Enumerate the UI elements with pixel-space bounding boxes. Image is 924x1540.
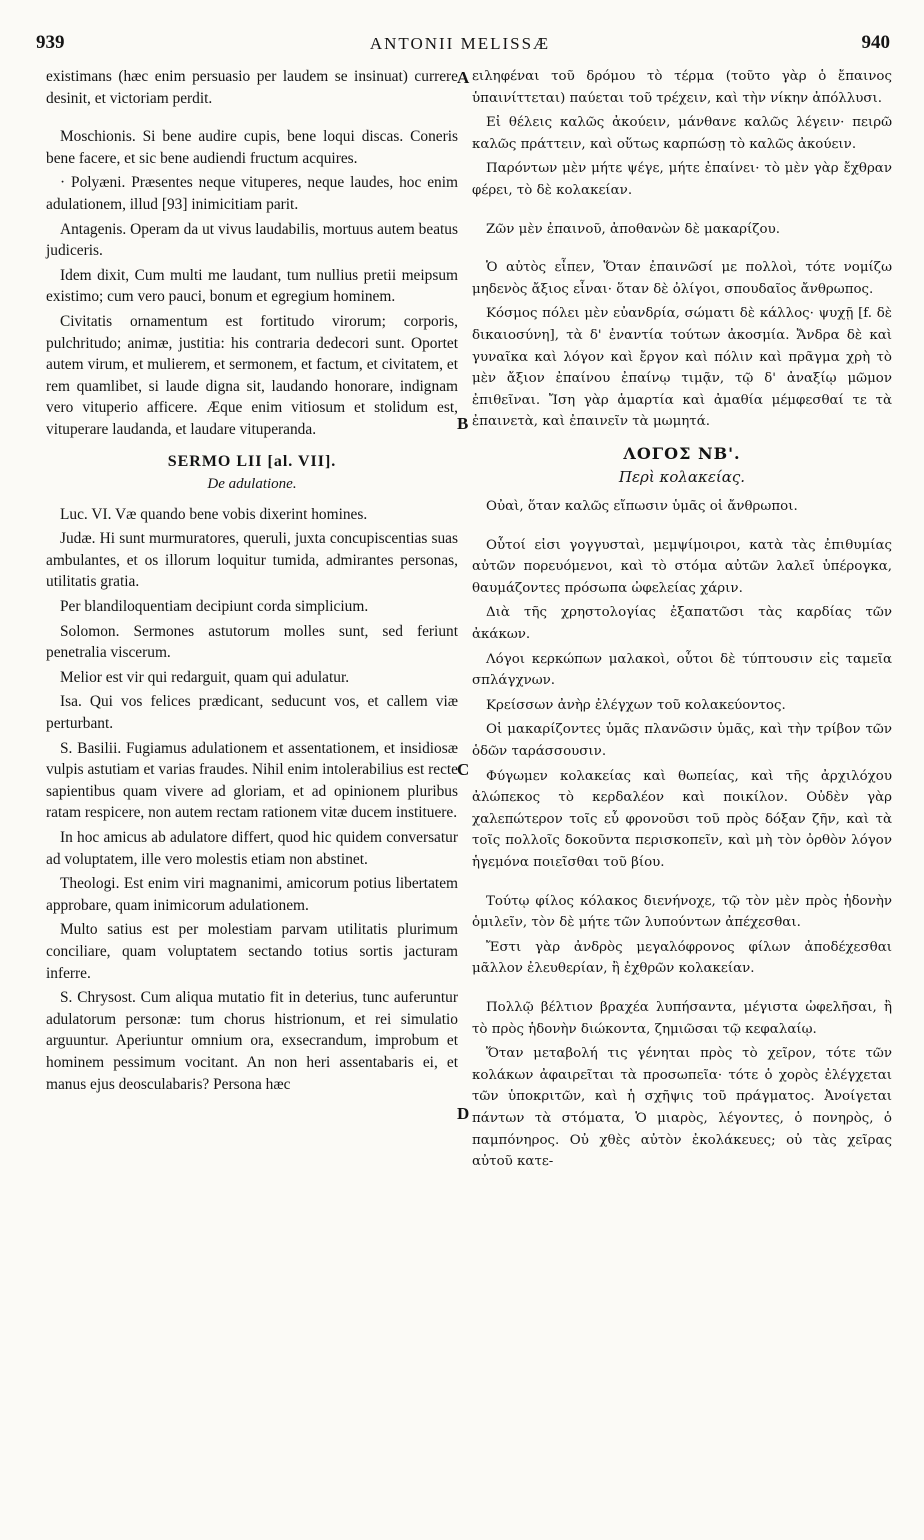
greek-paragraph: Ὅταν μεταβολή τις γένηται πρὸς τὸ χεῖρον, τότε τῶν κολάκων ἀφαιρεῖται τὰ προσωπεῖα· τότε ὁ χορὸς ἐλέγχεται τῶν ὑποκριτῶν, καὶ ἡ σχῆψις τοῦ πράγματος. Ἀνοίγεται πάντων τὰ στόματα, Ὁ μιαρὸς, λέγοντες, ὁ πονηρὸς, ὁ παμπόνηρος. Οὐ χθὲς αὐτὸν ἐκολάκευες; οὐ τὰς χεῖρας αὐτοῦ κατε- xyxy=(472,1046,892,1170)
latin-paragraph: Antagenis. Operam da ut vivus laudabilis, mortuus autem beatus judiceris. xyxy=(46,220,458,260)
right-page-number: 940 xyxy=(861,32,890,53)
greek-sermo-title: ΛΟΓΟΣ ΝΒ'. xyxy=(623,443,741,463)
latin-paragraph: Civitatis ornamentum est fortitudo virorum; corporis, pulchritudo; animæ, justitia: his contraria dedecori sunt. Oportet autem virum, et mulierem, et sermonem, et factum, et civitatem, et rem quamlibet, si laude digna sit, laudando honorare, indignam vero vituperio afficere. Æque enim vitiosum et stolidum est, vituperare laudanda, et laudare vituperanda. xyxy=(46,312,458,438)
latin-paragraph: Theologi. Est enim viri magnanimi, amicorum potius libertatem approbare, quam inimicorum adulationem. xyxy=(46,875,458,914)
latin-paragraph: Idem dixit, Cum multi me laudant, tum nullius pretii meipsum existimo; cum vero pauci, bonum et egregium hominem. xyxy=(46,266,458,306)
latin-paragraph: Per blandiloquentiam decipiunt corda simplicium. xyxy=(60,598,369,616)
latin-paragraph: Luc. VI. Væ quando bene vobis dixerint homines. xyxy=(60,505,368,523)
latin-paragraph: Moschionis. Si bene audire cupis, bene loqui discas. Coneris bene facere, et sic bene audiendi fructum acquires. xyxy=(46,128,458,167)
greek-paragraph: Πολλῷ βέλτιον βραχέα λυπήσαντα, μέγιστα ὠφελῆσαι, ἢ τὸ πρὸς ἡδονὴν διώκοντα, ζημιῶσαι τῷ κεφαλαίῳ. xyxy=(472,999,892,1037)
greek-sermo-subtitle: Περὶ κολακείας. xyxy=(618,467,746,486)
left-page-number: 939 xyxy=(36,32,65,53)
latin-paragraph: Solomon. Sermones astutorum molles sunt, sed feriunt penetralia viscerum. xyxy=(46,622,458,662)
latin-paragraph: S. Chrysost. Cum aliqua mutatio fit in deterius, tunc auferuntur adulatorum personæ: tum chorus histrionum, et rei simulatio arguuntur. Aperiuntur omnium ora, exsecrandum, improbum et hominem pessimum vocitant. An non heri assentabaris ei, et manus ejus deosculabaris? Persona hæc xyxy=(46,989,458,1093)
latin-column xyxy=(46,66,458,1098)
greek-paragraph: Κρείσσων ἀνὴρ ἐλέγχων τοῦ κολακεύοντος. xyxy=(486,697,786,713)
latin-paragraph: existimans (hæc enim persuasio per laudem se insinuat) currere desinit, et victoriam perdit. xyxy=(46,68,458,107)
latin-paragraph: In hoc amicus ab adulatore differt, quod hic quidem conversatur ad voluptatem, ille vero molestis etiam non abstinet. xyxy=(46,829,458,868)
page-header xyxy=(30,32,890,58)
greek-paragraph: Φύγωμεν κολακείας καὶ θωπείας, καὶ τῆς ἀρχιλόχου ἀλώπεκος τὸ κερδαλέον καὶ ποικίλον. Οὐδὲν γὰρ χαλεπώτερον τοῖς εὖ φρονοῦσι τοῦ πρὸς δόξαν ζῆν, καὶ τὰ τοῖς πολλοῖς δοκοῦντα περισκοπεῖν, καὶ μὴ τὸν ὀρθὸν λόγον ἡγεμόνα ποιεῖσθαι τοῦ βίου. xyxy=(472,768,892,870)
latin-paragraph: · Polyæni. Præsentes neque vituperes, neque laudes, hoc enim adulationem, illud [93] inimicitiam parit. xyxy=(46,174,458,213)
greek-paragraph: ειληφέναι τοῦ δρόμου τὸ τέρμα (τοῦτο γὰρ ὁ ἔπαινος ὑπαινίττεται) παύεται τοῦ τρέχειν, καὶ τὴν νίκην ἀπόλλυσι. xyxy=(472,69,892,106)
margin-letter-a: A xyxy=(457,68,470,87)
latin-paragraph: S. Basilii. Fugiamus adulationem et assentationem, et insidiosæ vulpis astutiam et varias fraudes. Nihil enim intolerabilius est recte sapientibus quam vivere ad gloriam, et ad opinionem pluribus ratam respicere, non autem rectam rationem vitæ ducem instituere. xyxy=(46,739,459,822)
greek-paragraph: Ζῶν μὲν ἐπαινοῦ, ἀποθανὼν δὲ μακαρίζου. xyxy=(486,221,781,237)
greek-paragraph: Ὁ αὐτὸς εἶπεν, Ὅταν ἐπαινῶσί με πολλοὶ, τότε νομίζω μηδενὸς ἄξιος εἶναι· ὅταν δὲ ὀλίγοι, σπουδαῖος ἄνθρωπος. xyxy=(472,260,892,297)
greek-paragraph: Οὐαὶ, ὅταν καλῶς εἴπωσιν ὑμᾶς οἱ ἄνθρωποι. xyxy=(486,499,798,515)
greek-paragraph: Ἔστι γὰρ ἀνδρὸς μεγαλόφρονος φίλων ἀποδέχεσθαι μᾶλλον ἐλευθερίαν, ἢ ἐχθρῶν κολακείαν. xyxy=(472,939,892,977)
margin-letter-d: D xyxy=(457,1104,470,1123)
margin-letter-c: C xyxy=(457,760,470,779)
latin-paragraph: Melior est vir qui redarguit, quam qui adulatur. xyxy=(60,668,350,686)
greek-paragraph: Εἰ θέλεις καλῶς ἀκούειν, μάνθανε καλῶς λέγειν· πειρῶ καλῶς πράττειν, καὶ οὕτως καρπώσῃ τὸ καλῶς ἀκούειν. xyxy=(472,115,892,152)
margin-letter-b: B xyxy=(457,414,469,433)
greek-paragraph: Κόσμος πόλει μὲν εὐανδρία, σώματι δὲ κάλλος· ψυχῇ [f. δὲ δικαιοσύνη], τὰ δ' ἐναντία τούτων ἀκοσμία. Ἄνδρα δὲ καὶ γυναῖκα καὶ λόγον καὶ ἔργον καὶ πόλιν καὶ πρᾶγμα χρὴ τὸ μὲν ἄξιον ἐπαίνου ἐπαίνῳ τιμᾷν, τῷ δ' ἀναξίῳ μῶμον ἐπιθεῖναι. Ἴση γὰρ ἁμαρτία καὶ ἀμαθία μέμφεσθαί τε τὰ ἐπαινετὰ, καὶ ἐπαινεῖν τὰ μωμητά. xyxy=(472,306,892,430)
running-title: ANTONII MELISSÆ xyxy=(369,34,551,53)
greek-paragraph: Τούτῳ φίλος κόλακος διενήνοχε, τῷ τὸν μὲν πρὸς ἡδονὴν ὁμιλεῖν, τὸν δὲ μήτε τῶν λυπούντων ἀπέχεσθαι. xyxy=(472,893,892,931)
latin-sermo-subtitle: De adulatione. xyxy=(207,476,297,493)
greek-paragraph: Παρόντων μὲν μήτε ψέγε, μήτε ἐπαίνει· τὸ μὲν γὰρ ἔχθραν φέρει, τὸ δὲ κολακείαν. xyxy=(472,161,892,198)
latin-paragraph: Isa. Qui vos felices prædicant, seducunt vos, et callem viæ perturbant. xyxy=(46,693,458,733)
greek-paragraph: Οὗτοί εἰσι γογγυσταὶ, μεμψίμοιροι, κατὰ τὰς ἐπιθυμίας αὐτῶν πορευόμενοι, καὶ τὸ στόμα αὐτῶν λαλεῖ ὑπέρογκα, θαυμάζοντες πρόσωπα ὠφελείας χάριν. xyxy=(472,537,892,596)
greek-paragraph: Διὰ τῆς χρηστολογίας ἐξαπατῶσι τὰς καρδίας τῶν ἀκάκων. xyxy=(472,605,892,643)
greek-column xyxy=(472,66,892,1176)
greek-paragraph: Οἱ μακαρίζοντες ὑμᾶς πλανῶσιν ὑμᾶς, καὶ τὴν τρίβον τῶν ὁδῶν ταράσσουσιν. xyxy=(472,722,892,760)
latin-paragraph: Multo satius est per molestiam parvam utilitatis plurimum conciliare, quam voluptatem sectando totius sortis jacturam inferre. xyxy=(46,921,458,982)
greek-paragraph: Λόγοι κερκώπων μαλακοὶ, οὗτοι δὲ τύπτουσιν εἰς ταμεῖα σπλάγχνων. xyxy=(472,651,892,689)
latin-paragraph: Judæ. Hi sunt murmuratores, queruli, juxta concupiscentias suas ambulantes, et os illorum loquitur tumida, admirantes personas, utilitatis gratia. xyxy=(46,530,458,591)
latin-sermo-title: SERMO LII [al. VII]. xyxy=(167,452,337,470)
